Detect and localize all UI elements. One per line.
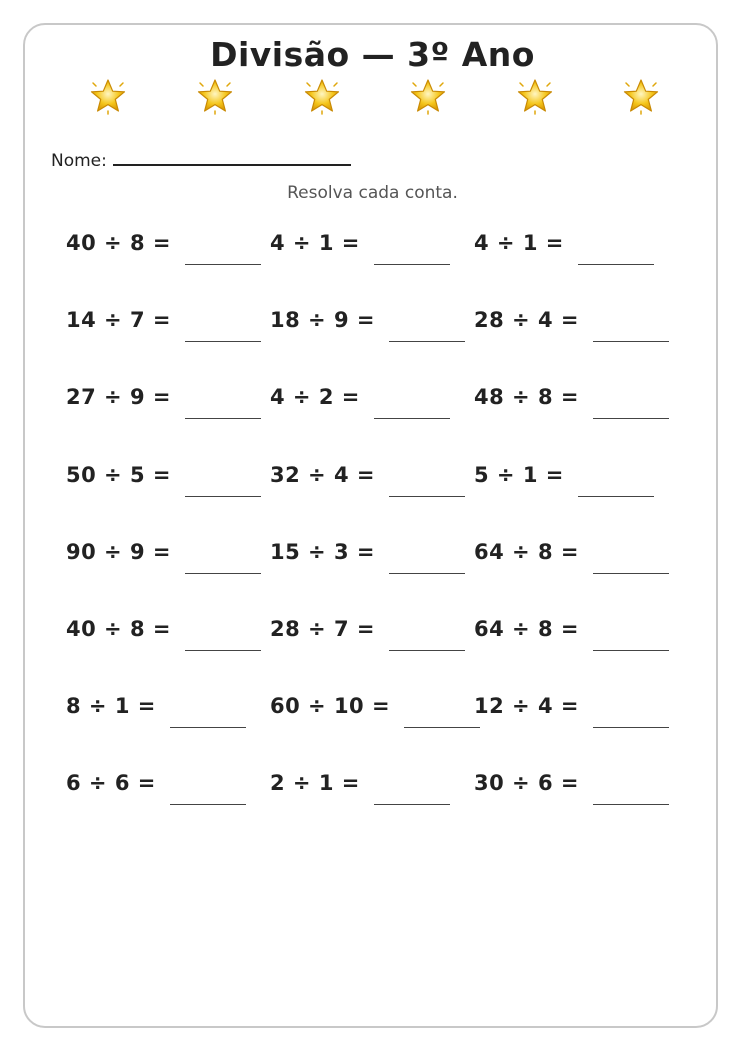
problem-expression: 2 ÷ 1 =	[270, 771, 360, 795]
answer-blank[interactable]	[389, 496, 465, 497]
answer-blank[interactable]	[593, 573, 669, 574]
answer-blank[interactable]	[374, 804, 450, 805]
problem-expression: 50 ÷ 5 =	[66, 463, 171, 487]
problem-expression: 14 ÷ 7 =	[66, 308, 171, 332]
answer-blank[interactable]	[185, 573, 261, 574]
answer-blank[interactable]	[185, 341, 261, 342]
answer-blank[interactable]	[185, 496, 261, 497]
name-label: Nome:	[51, 151, 107, 171]
problem-expression: 15 ÷ 3 =	[270, 540, 375, 564]
problem-expression: 64 ÷ 8 =	[474, 617, 579, 641]
answer-blank[interactable]	[593, 727, 669, 728]
answer-blank[interactable]	[593, 804, 669, 805]
answer-blank[interactable]	[404, 727, 480, 728]
answer-blank[interactable]	[593, 650, 669, 651]
answer-blank[interactable]	[374, 264, 450, 265]
problem-expression: 18 ÷ 9 =	[270, 308, 375, 332]
problem-expression: 90 ÷ 9 =	[66, 540, 171, 564]
answer-blank[interactable]	[170, 727, 246, 728]
problem-expression: 6 ÷ 6 =	[66, 771, 156, 795]
problem-expression: 64 ÷ 8 =	[474, 540, 579, 564]
problem-expression: 40 ÷ 8 =	[66, 231, 171, 255]
answer-blank[interactable]	[389, 650, 465, 651]
problem-expression: 4 ÷ 1 =	[270, 231, 360, 255]
answer-blank[interactable]	[593, 418, 669, 419]
answer-blank[interactable]	[170, 804, 246, 805]
problem-expression: 12 ÷ 4 =	[474, 694, 579, 718]
problem-expression: 28 ÷ 7 =	[270, 617, 375, 641]
problem-expression: 60 ÷ 10 =	[270, 694, 391, 718]
answer-blank[interactable]	[578, 264, 654, 265]
problem-expression: 48 ÷ 8 =	[474, 385, 579, 409]
answer-blank[interactable]	[185, 264, 261, 265]
answer-blank[interactable]	[389, 341, 465, 342]
answer-blank[interactable]	[185, 418, 261, 419]
problem-expression: 4 ÷ 1 =	[474, 231, 564, 255]
problem-expression: 40 ÷ 8 =	[66, 617, 171, 641]
problem-expression: 8 ÷ 1 =	[66, 694, 156, 718]
answer-blank[interactable]	[593, 341, 669, 342]
instruction-text: Resolva cada conta.	[287, 183, 458, 203]
problem-expression: 27 ÷ 9 =	[66, 385, 171, 409]
page-title: Divisão — 3º Ano	[210, 35, 535, 74]
answer-blank[interactable]	[578, 496, 654, 497]
problem-expression: 4 ÷ 2 =	[270, 385, 360, 409]
problem-expression: 32 ÷ 4 =	[270, 463, 375, 487]
problem-expression: 28 ÷ 4 =	[474, 308, 579, 332]
answer-blank[interactable]	[374, 418, 450, 419]
answer-blank[interactable]	[185, 650, 261, 651]
answer-blank[interactable]	[389, 573, 465, 574]
problem-expression: 5 ÷ 1 =	[474, 463, 564, 487]
problem-expression: 30 ÷ 6 =	[474, 771, 579, 795]
